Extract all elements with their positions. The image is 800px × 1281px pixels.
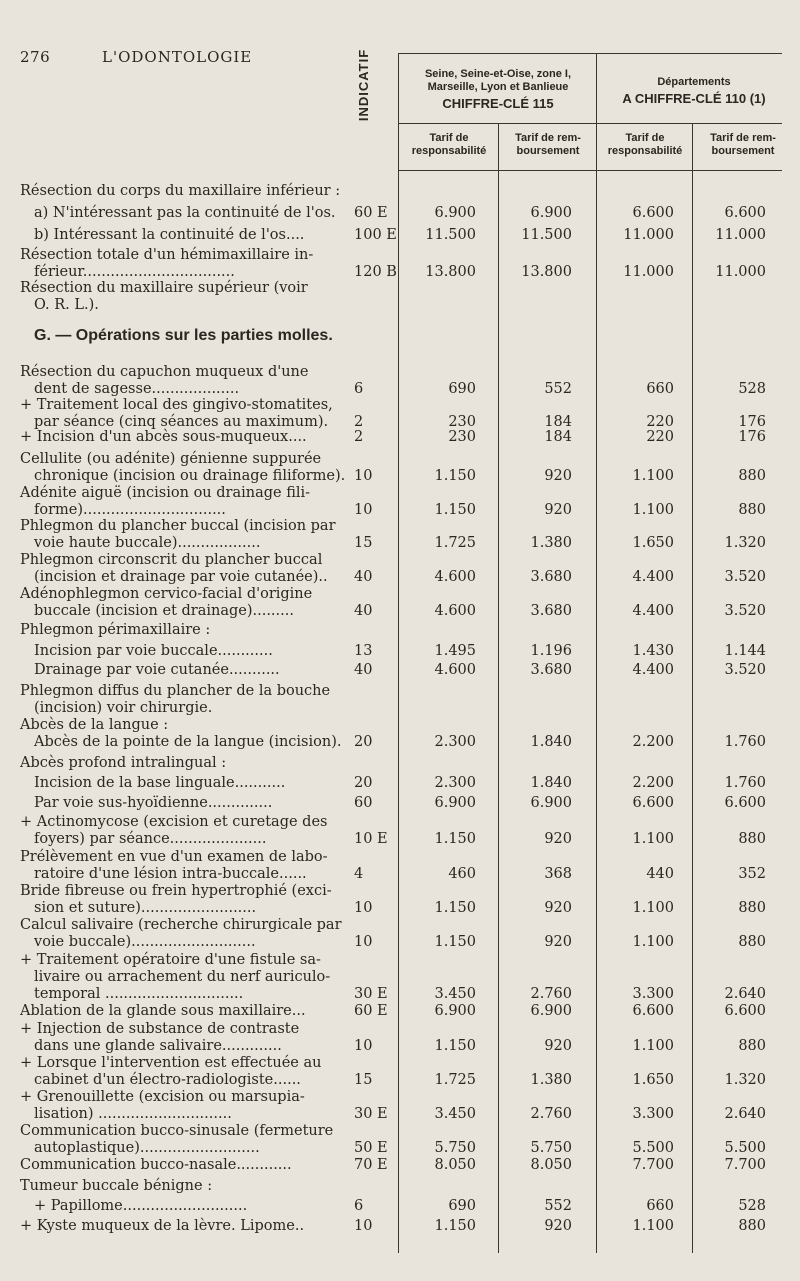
- description-line: Adénophlegmon cervico-facial d'origine: [20, 586, 313, 602]
- tarif-responsabilite-departements: 1.430: [632, 643, 674, 659]
- tarif-remboursement-departements: 880: [738, 1218, 766, 1234]
- tarif-responsabilite-departements: 1.650: [632, 535, 674, 551]
- description-line: Ablation de la glande sous maxillaire...: [20, 1003, 306, 1019]
- description-line: + Grenouillette (excision ou marsupia-: [20, 1089, 305, 1105]
- tarif-responsabilite-departements: 220: [646, 429, 674, 445]
- row-description: [20, 1089, 350, 1123]
- row-description: [34, 734, 364, 751]
- indicatif-value: 20: [354, 734, 373, 750]
- indicatif-value: 120 B: [354, 264, 397, 280]
- indicatif-value: 60 E: [354, 205, 388, 221]
- row-description: [20, 717, 350, 734]
- tarif-remboursement-seine: 6.900: [530, 205, 572, 221]
- description-line: Adénite aiguë (incision ou drainage fili-: [20, 485, 311, 501]
- description-line: buccale (incision et drainage).........: [34, 603, 294, 619]
- row-description: [20, 952, 350, 1003]
- tarif-remboursement-seine: 920: [544, 1038, 572, 1054]
- tarif-responsabilite-departements: 1.100: [632, 1218, 674, 1234]
- group-header-seine: [400, 68, 596, 111]
- tarif-remboursement-departements: 880: [738, 831, 766, 847]
- tarif-responsabilite-seine: 1.725: [434, 1072, 476, 1088]
- indicatif-value: 40: [354, 662, 373, 678]
- row-description: [20, 485, 350, 519]
- indicatif-value: 30 E: [354, 986, 388, 1002]
- description-line: Incision par voie buccale............: [34, 643, 273, 659]
- tarif-responsabilite-seine: 1.495: [434, 643, 476, 659]
- indicatif-value: 10: [354, 1218, 373, 1234]
- tarif-responsabilite-seine: 230: [448, 414, 476, 430]
- tarif-remboursement-departements: 880: [738, 934, 766, 950]
- tarif-responsabilite-departements: 2.200: [632, 775, 674, 791]
- description-line: sion et suture).........................: [34, 900, 257, 916]
- row-description: [34, 227, 364, 244]
- description-line: lisation) .............................: [34, 1106, 232, 1122]
- group1-line1: Seine, Seine-et-Oise, zone I,: [424, 68, 572, 80]
- tarif-responsabilite-departements: 6.600: [632, 795, 674, 811]
- tarif-responsabilite-seine: 230: [448, 429, 476, 445]
- description-line: Abcès de la langue :: [20, 717, 169, 733]
- indicatif-value: 30 E: [354, 1106, 388, 1122]
- tarif-remboursement-seine: 1.840: [530, 775, 572, 791]
- description-line: + Actinomycose (excision et curetage des: [20, 814, 328, 830]
- tarif-remboursement-seine: 552: [544, 381, 572, 397]
- tarif-remboursement-seine: 6.900: [530, 795, 572, 811]
- tarif-responsabilite-seine: 4.600: [434, 603, 476, 619]
- tarif-responsabilite-departements: 3.300: [632, 1106, 674, 1122]
- tarif-remboursement-departements: 528: [738, 381, 766, 397]
- tarif-remboursement-departements: 6.600: [724, 795, 766, 811]
- tarif-remboursement-departements: 176: [738, 414, 766, 430]
- tarif-remboursement-departements: 176: [738, 429, 766, 445]
- description-line: Drainage par voie cutanée...........: [34, 662, 280, 678]
- row-description: [20, 1178, 350, 1195]
- row-description: [20, 1003, 350, 1020]
- tarif-remboursement-seine: 552: [544, 1198, 572, 1214]
- tarif-remboursement-departements: 11.000: [715, 264, 766, 280]
- tarif-remboursement-seine: 920: [544, 502, 572, 518]
- tarif-responsabilite-departements: 440: [646, 866, 674, 882]
- description-line: Résection du maxillaire supérieur (voir: [20, 280, 308, 296]
- row-description: [20, 814, 350, 848]
- indicatif-value: 10: [354, 502, 373, 518]
- col-header-2: Tarif de rem-boursement: [515, 132, 581, 157]
- tarif-remboursement-departements: 1.760: [724, 734, 766, 750]
- tarif-responsabilite-departements: 11.000: [623, 264, 674, 280]
- indicatif-value: 40: [354, 603, 373, 619]
- indicatif-value: 6: [354, 381, 364, 397]
- tarif-responsabilite-departements: 5.500: [632, 1140, 674, 1156]
- description-line: Phlegmon du plancher buccal (incision par: [20, 518, 336, 534]
- group-header-departements: [598, 76, 790, 106]
- row-description: [34, 1198, 364, 1215]
- tarif-responsabilite-seine: 4.600: [434, 662, 476, 678]
- tarif-responsabilite-departements: 1.650: [632, 1072, 674, 1088]
- row-description: [20, 622, 350, 639]
- description-line: dans une glande salivaire.............: [34, 1038, 282, 1054]
- description-line: Phlegmon circonscrit du plancher buccal: [20, 552, 323, 568]
- description-line: voie haute buccale)..................: [34, 535, 261, 551]
- col-header-4: Tarif de rem-boursement: [710, 132, 776, 157]
- tarif-responsabilite-seine: 5.750: [434, 1140, 476, 1156]
- tarif-responsabilite-departements: 1.100: [632, 934, 674, 950]
- description-line: + Papillome...........................: [34, 1198, 248, 1214]
- tarif-responsabilite-departements: 4.400: [632, 662, 674, 678]
- tarif-responsabilite-departements: 1.100: [632, 502, 674, 518]
- description-line: Calcul salivaire (recherche chirurgicale par: [20, 917, 342, 933]
- tarif-responsabilite-departements: 1.100: [632, 831, 674, 847]
- table-head-bottom-rule: [398, 170, 782, 171]
- description-line: + Lorsque l'intervention est effectuée au: [20, 1055, 322, 1071]
- tarif-remboursement-seine: 920: [544, 1218, 572, 1234]
- tarif-remboursement-seine: 1.196: [530, 643, 572, 659]
- tarif-remboursement-departements: 880: [738, 468, 766, 484]
- tarif-remboursement-departements: 6.600: [724, 1003, 766, 1019]
- tarif-responsabilite-seine: 6.900: [434, 795, 476, 811]
- description-line: temporal ..............................: [34, 986, 244, 1002]
- row-description: [20, 397, 350, 431]
- tarif-responsabilite-seine: 2.300: [434, 734, 476, 750]
- row-description: [34, 205, 364, 222]
- description-line: + Traitement local des gingivo-stomatites,: [20, 397, 333, 413]
- row-description: [20, 552, 350, 586]
- tarif-remboursement-seine: 13.800: [521, 264, 572, 280]
- indicatif-value: 60 E: [354, 1003, 388, 1019]
- indicatif-value: 10: [354, 900, 373, 916]
- tarif-responsabilite-seine: 460: [448, 866, 476, 882]
- tarif-remboursement-departements: 352: [738, 866, 766, 882]
- indicatif-value: 6: [354, 1198, 364, 1214]
- tarif-remboursement-seine: 184: [544, 414, 572, 430]
- group1-key: CHIFFRE-CLÉ 115: [442, 96, 554, 111]
- description-line: Communication bucco-sinusale (fermeture: [20, 1123, 334, 1139]
- indicatif-value: 100 E: [354, 227, 397, 243]
- tarif-remboursement-departements: 6.600: [724, 205, 766, 221]
- indicatif-value: 2: [354, 414, 364, 430]
- description-line: Abcès de la pointe de la langue (incision).: [34, 734, 342, 750]
- description-line: O. R. L.).: [34, 297, 99, 313]
- tarif-remboursement-seine: 920: [544, 468, 572, 484]
- indicatif-value: 13: [354, 643, 373, 659]
- description-line: forme)...............................: [34, 502, 226, 518]
- tarif-responsabilite-departements: 660: [646, 381, 674, 397]
- description-line: Phlegmon périmaxillaire :: [20, 622, 211, 638]
- description-line: (incision et drainage par voie cutanée)..: [34, 569, 328, 585]
- row-description: [20, 183, 350, 200]
- indicatif-value: 60: [354, 795, 373, 811]
- tarif-responsabilite-seine: 1.150: [434, 468, 476, 484]
- description-line: Phlegmon diffus du plancher de la bouche: [20, 683, 331, 699]
- row-description: [20, 755, 350, 772]
- description-line: + Injection de substance de contraste: [20, 1021, 300, 1037]
- description-line: + Incision d'un abcès sous-muqueux....: [20, 429, 307, 445]
- description-line: Communication bucco-nasale............: [20, 1157, 292, 1173]
- table-top-rule: [398, 53, 782, 54]
- tarif-remboursement-departements: 1.144: [724, 643, 766, 659]
- tarif-remboursement-seine: 2.760: [530, 986, 572, 1002]
- description-line: voie buccale)...........................: [34, 934, 256, 950]
- tarif-remboursement-departements: 528: [738, 1198, 766, 1214]
- row-description: [34, 775, 364, 792]
- indicatif-value: 10: [354, 934, 373, 950]
- indicatif-value: 40: [354, 569, 373, 585]
- tarif-remboursement-departements: 2.640: [724, 1106, 766, 1122]
- indicatif-header: INDICATIF: [356, 48, 371, 122]
- tarif-responsabilite-seine: 2.300: [434, 775, 476, 791]
- tarif-remboursement-seine: 1.840: [530, 734, 572, 750]
- description-line: livaire ou arrachement du nerf auriculo-: [34, 969, 331, 985]
- tarif-remboursement-seine: 1.380: [530, 535, 572, 551]
- indicatif-value: 2: [354, 429, 364, 445]
- indicatif-value: 20: [354, 775, 373, 791]
- tarif-responsabilite-seine: 1.150: [434, 934, 476, 950]
- description-line: dent de sagesse...................: [34, 381, 240, 397]
- row-description: [20, 247, 350, 281]
- tarif-responsabilite-departements: 1.100: [632, 900, 674, 916]
- row-description: [20, 280, 350, 314]
- tarif-remboursement-seine: 184: [544, 429, 572, 445]
- description-line: ratoire d'une lésion intra-buccale......: [34, 866, 307, 882]
- description-line: Bride fibreuse ou frein hypertrophié (exci-: [20, 883, 332, 899]
- tarif-remboursement-departements: 1.760: [724, 775, 766, 791]
- row-description: [34, 643, 364, 660]
- tarif-remboursement-seine: 1.380: [530, 1072, 572, 1088]
- tarif-responsabilite-departements: 7.700: [632, 1157, 674, 1173]
- tarif-responsabilite-seine: 1.725: [434, 535, 476, 551]
- group1-line2: Marseille, Lyon et Banlieue: [427, 81, 569, 93]
- tarif-responsabilite-departements: 4.400: [632, 603, 674, 619]
- tarif-responsabilite-seine: 1.150: [434, 900, 476, 916]
- indicatif-value: 50 E: [354, 1140, 388, 1156]
- description-line: Cellulite (ou adénite) génienne suppurée: [20, 451, 322, 467]
- description-line: chronique (incision ou drainage filiforme).: [34, 468, 346, 484]
- tarif-responsabilite-seine: 13.800: [425, 264, 476, 280]
- description-line: férieur.................................: [34, 264, 235, 280]
- description-line: + Kyste muqueux de la lèvre. Lipome..: [20, 1218, 305, 1234]
- description-line: par séance (cinq séances au maximum).: [34, 414, 329, 430]
- tarif-remboursement-seine: 2.760: [530, 1106, 572, 1122]
- tarif-remboursement-departements: 7.700: [724, 1157, 766, 1173]
- tarif-responsabilite-departements: 2.200: [632, 734, 674, 750]
- group2-key: A CHIFFRE-CLÉ 110 (1): [622, 91, 766, 106]
- description-line: Résection totale d'un hémimaxillaire in-: [20, 247, 314, 263]
- description-line: (incision) voir chirurgie.: [34, 700, 213, 716]
- description-line: b) Intéressant la continuité de l'os....: [34, 227, 305, 243]
- tarif-remboursement-departements: 3.520: [724, 569, 766, 585]
- row-description: [20, 849, 350, 883]
- tarif-remboursement-departements: 880: [738, 1038, 766, 1054]
- description-line: a) N'intéressant pas la continuité de l'os.: [34, 205, 336, 221]
- tarif-remboursement-departements: 3.520: [724, 603, 766, 619]
- tarif-responsabilite-departements: 1.100: [632, 1038, 674, 1054]
- row-description: [34, 662, 364, 679]
- tarif-responsabilite-departements: 6.600: [632, 205, 674, 221]
- tarif-remboursement-departements: 11.000: [715, 227, 766, 243]
- indicatif-value: 15: [354, 535, 373, 551]
- description-line: cabinet d'un électro-radiologiste......: [34, 1072, 301, 1088]
- tarif-responsabilite-departements: 4.400: [632, 569, 674, 585]
- tarif-responsabilite-departements: 3.300: [632, 986, 674, 1002]
- row-description: [20, 429, 350, 446]
- row-description: [20, 1123, 350, 1157]
- tarif-remboursement-seine: 3.680: [530, 603, 572, 619]
- indicatif-value: 10: [354, 468, 373, 484]
- description-line: Résection du corps du maxillaire inférieur :: [20, 183, 341, 199]
- tarif-remboursement-departements: 1.320: [724, 1072, 766, 1088]
- row-description: [20, 1218, 350, 1235]
- tarif-responsabilite-seine: 11.500: [425, 227, 476, 243]
- indicatif-value: 15: [354, 1072, 373, 1088]
- tarif-responsabilite-seine: 3.450: [434, 986, 476, 1002]
- group2-line1: Départements: [657, 76, 731, 88]
- tarif-responsabilite-seine: 8.050: [434, 1157, 476, 1173]
- tarif-responsabilite-departements: 11.000: [623, 227, 674, 243]
- tarif-remboursement-departements: 5.500: [724, 1140, 766, 1156]
- tarif-remboursement-seine: 920: [544, 900, 572, 916]
- col-header-3: Tarif de responsabilité: [607, 132, 683, 157]
- description-line: Par voie sus-hyoïdienne..............: [34, 795, 273, 811]
- row-description: [20, 451, 350, 485]
- tarif-remboursement-seine: 920: [544, 934, 572, 950]
- description-line: Abcès profond intralingual :: [20, 755, 227, 771]
- tarif-responsabilite-departements: 660: [646, 1198, 674, 1214]
- indicatif-value: 70 E: [354, 1157, 388, 1173]
- tarif-responsabilite-departements: 220: [646, 414, 674, 430]
- description-line: Résection du capuchon muqueux d'une: [20, 364, 309, 380]
- tarif-responsabilite-seine: 4.600: [434, 569, 476, 585]
- tarif-remboursement-departements: 1.320: [724, 535, 766, 551]
- row-description: [20, 917, 350, 951]
- tarif-remboursement-departements: 880: [738, 502, 766, 518]
- tarif-remboursement-seine: 11.500: [521, 227, 572, 243]
- tarif-remboursement-seine: 368: [544, 866, 572, 882]
- tarif-remboursement-departements: 3.520: [724, 662, 766, 678]
- tarif-responsabilite-seine: 690: [448, 381, 476, 397]
- tarif-responsabilite-departements: 1.100: [632, 468, 674, 484]
- row-description: [20, 1055, 350, 1089]
- description-line: Tumeur buccale bénigne :: [20, 1178, 213, 1194]
- tarif-responsabilite-seine: 1.150: [434, 1218, 476, 1234]
- tarif-responsabilite-seine: 6.900: [434, 1003, 476, 1019]
- row-description: [34, 795, 364, 812]
- description-line: Prélèvement en vue d'un examen de labo-: [20, 849, 328, 865]
- tarif-responsabilite-departements: 6.600: [632, 1003, 674, 1019]
- tarif-responsabilite-seine: 3.450: [434, 1106, 476, 1122]
- page-number: 276: [20, 48, 51, 66]
- tarif-remboursement-seine: 6.900: [530, 1003, 572, 1019]
- row-description: [20, 518, 350, 552]
- tarif-remboursement-seine: 920: [544, 831, 572, 847]
- indicatif-value: 10 E: [354, 831, 388, 847]
- tarif-responsabilite-seine: 6.900: [434, 205, 476, 221]
- tarif-responsabilite-seine: 690: [448, 1198, 476, 1214]
- tarif-responsabilite-seine: 1.150: [434, 502, 476, 518]
- row-description: [20, 1157, 350, 1174]
- row-description: [20, 883, 350, 917]
- row-description: [20, 364, 350, 398]
- description-line: foyers) par séance.....................: [34, 831, 267, 847]
- tarif-remboursement-departements: 2.640: [724, 986, 766, 1002]
- row-description: [20, 683, 350, 717]
- description-line: autoplastique)..........................: [34, 1140, 260, 1156]
- description-line: + Traitement opératoire d'une fistule sa-: [20, 952, 321, 968]
- tarif-remboursement-departements: 880: [738, 900, 766, 916]
- description-line: Incision de la base linguale...........: [34, 775, 286, 791]
- indicatif-value: 10: [354, 1038, 373, 1054]
- running-title: L'ODONTOLOGIE: [102, 48, 253, 66]
- row-description: [20, 1021, 350, 1055]
- tarif-responsabilite-seine: 1.150: [434, 831, 476, 847]
- col-header-1: Tarif de responsabilité: [411, 132, 487, 157]
- row-description: [20, 586, 350, 620]
- tarif-remboursement-seine: 8.050: [530, 1157, 572, 1173]
- table-mid-rule: [398, 123, 782, 124]
- section-heading-g: G. — Opérations sur les parties molles.: [34, 327, 333, 344]
- tarif-responsabilite-seine: 1.150: [434, 1038, 476, 1054]
- tarif-remboursement-seine: 5.750: [530, 1140, 572, 1156]
- tarif-remboursement-seine: 3.680: [530, 569, 572, 585]
- tarif-remboursement-seine: 3.680: [530, 662, 572, 678]
- indicatif-value: 4: [354, 866, 364, 882]
